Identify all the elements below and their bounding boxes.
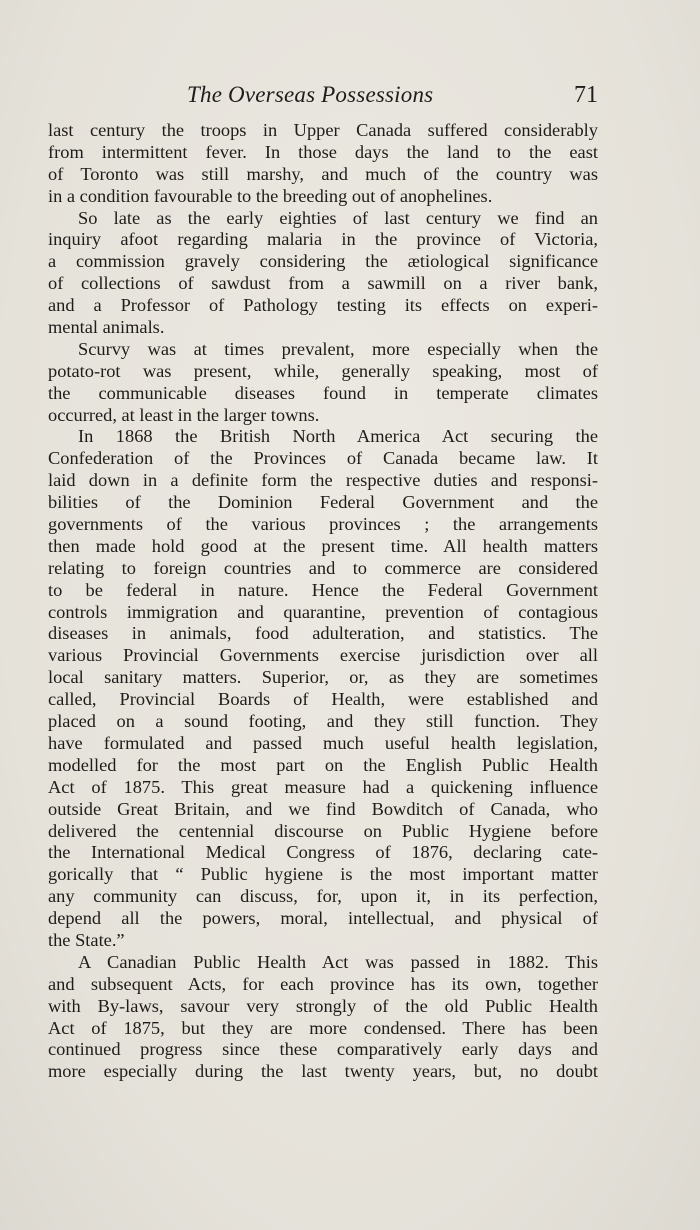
text-line: depend all the powers, moral, intellectual, and physical of	[48, 908, 598, 929]
text-line: controls immigration and quarantine, prevention of contagious	[48, 601, 598, 622]
running-head	[48, 82, 598, 116]
text-line: with By-laws, savour very strongly of the old Public Health	[48, 995, 598, 1016]
text-line: last century the troops in Upper Canada suffered considerably	[48, 120, 598, 140]
text-line: mental animals.	[48, 317, 165, 338]
text-line: a commission gravely considering the ætiological significance	[48, 251, 598, 272]
text-line: the International Medical Congress of 1876, declaring cate-	[48, 842, 598, 863]
text-line: from intermittent fever. In those days the land to the east	[48, 141, 598, 162]
text-line: Act of 1875, but they are more condensed. There has been	[48, 1017, 598, 1038]
text-line: occurred, at least in the larger towns.	[48, 404, 320, 425]
text-line: diseases in animals, food adulteration, and statistics. The	[48, 623, 598, 644]
text-line: bilities of the Dominion Federal Government and the	[48, 492, 598, 513]
text-line: any community can discuss, for, upon it, in its perfection,	[48, 886, 598, 907]
text-line: more especially during the last twenty years, but, no doubt	[48, 1061, 598, 1082]
text-line: delivered the centennial discourse on Public Hygiene before	[48, 820, 598, 841]
text-line: inquiry afoot regarding malaria in the province of Victoria,	[48, 229, 598, 250]
text-line: then made hold good at the present time. All health matters	[48, 535, 598, 556]
text-line: Act of 1875. This great measure had a quickening influence	[48, 776, 598, 797]
text-line: outside Great Britain, and we find Bowditch of Canada, who	[48, 798, 598, 819]
text-line: So late as the early eighties of last century we find an	[78, 207, 598, 228]
text-line: governments of the various provinces ; the arrangements	[48, 514, 598, 535]
text-line: potato-rot was present, while, generally speaking, most of	[48, 360, 598, 381]
text-line: and subsequent Acts, for each province has its own, together	[48, 973, 598, 994]
text-line: have formulated and passed much useful health legislation,	[48, 732, 598, 753]
text-line: to be federal in nature. Hence the Federal Government	[48, 579, 598, 600]
running-head-title: The Overseas Possessions	[187, 82, 434, 107]
text-line: relating to foreign countries and to commerce are considered	[48, 557, 598, 578]
text-line: Scurvy was at times prevalent, more especially when the	[78, 338, 598, 359]
text-line: in a condition favourable to the breeding out of anophelines.	[48, 185, 493, 206]
text-line: of collections of sawdust from a sawmill on a river bank,	[48, 273, 598, 294]
body-text	[48, 120, 598, 1083]
page-number: 71	[574, 82, 598, 108]
text-line: gorically that “ Public hygiene is the most important matter	[48, 864, 598, 885]
text-line: and a Professor of Pathology testing its effects on experi-	[48, 295, 598, 316]
text-line: called, Provincial Boards of Health, were established and	[48, 689, 598, 710]
text-line: Confederation of the Provinces of Canada became law. It	[48, 448, 598, 469]
text-line: placed on a sound footing, and they still function. They	[48, 711, 598, 732]
text-line: A Canadian Public Health Act was passed in 1882. This	[78, 951, 598, 972]
text-line: modelled for the most part on the English Public Health	[48, 754, 598, 775]
text-line: continued progress since these comparatively early days and	[48, 1039, 598, 1060]
text-line: the communicable diseases found in temperate climates	[48, 382, 598, 403]
text-line: the State.”	[48, 929, 125, 950]
text-line: laid down in a definite form the respective duties and responsi-	[48, 470, 598, 491]
text-line: various Provincial Governments exercise jurisdiction over all	[48, 645, 598, 666]
text-line: of Toronto was still marshy, and much of the country was	[48, 163, 598, 184]
text-line: local sanitary matters. Superior, or, as they are sometimes	[48, 667, 598, 688]
text-line: In 1868 the British North America Act securing the	[78, 426, 598, 447]
